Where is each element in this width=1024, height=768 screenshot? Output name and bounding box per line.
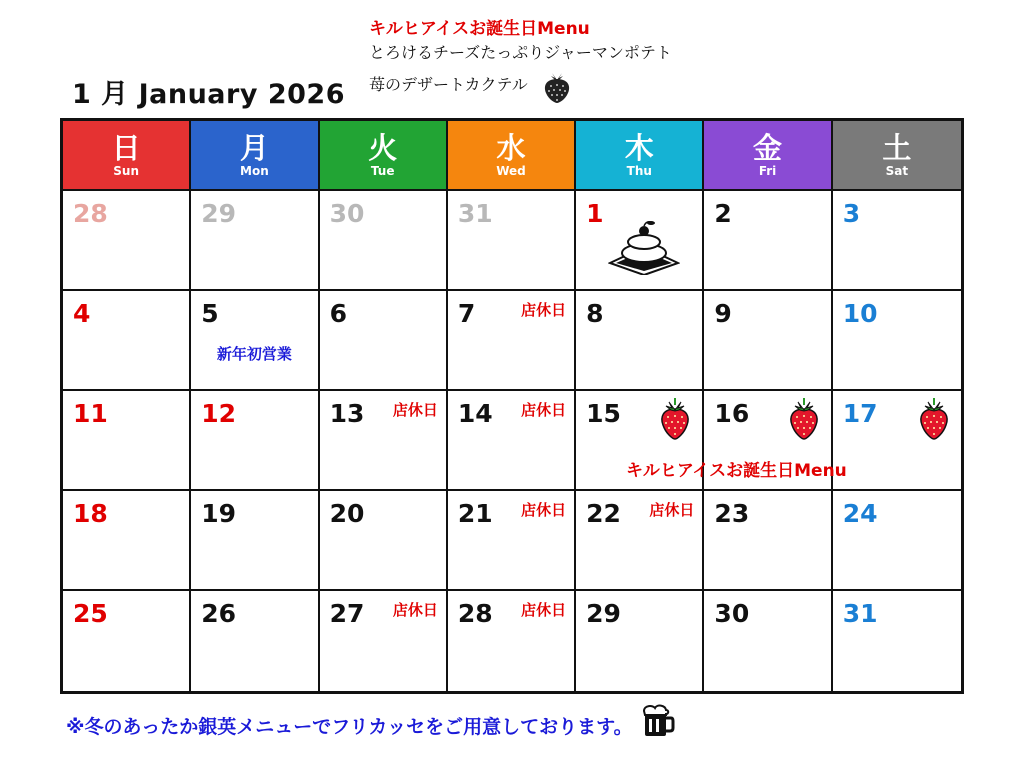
day-cell [191,391,319,491]
day-number: 29 [201,199,237,228]
day-cell [320,191,448,291]
day-cell [448,591,576,691]
strawberry-icon [917,397,951,441]
day-number: 31 [457,199,493,228]
weekday-english: Fri [758,164,777,178]
day-number: 16 [714,399,750,428]
day-number: 6 [329,299,347,328]
day-number: 12 [201,399,237,428]
day-number: 23 [714,499,750,528]
birthday-menu-block [369,18,769,104]
weekday-english: Sat [885,164,909,178]
day-number: 30 [714,599,750,628]
day-number: 7 [457,299,476,328]
weekday-kanji: 土 [882,131,912,165]
weekday-kanji: 月 [239,131,269,165]
weekday-kanji: 日 [111,131,141,165]
day-cell [320,391,448,491]
closed-day-label: 店休日 [392,601,438,619]
closed-day-label: 店休日 [521,601,567,619]
day-cell [63,191,191,291]
weekday-kanji: 木 [624,131,654,165]
footer-notice [66,712,675,739]
day-cell [833,491,961,591]
day-cell [63,391,191,491]
day-number: 29 [586,599,621,628]
weekday-header [448,121,576,191]
calendar-title: 1 月 January 2026 [72,79,345,110]
day-cell [576,191,704,291]
day-number: 8 [586,299,604,328]
closed-day-label: 店休日 [392,401,438,419]
day-number: 10 [842,299,878,328]
day-cell [63,291,191,391]
strawberry-icon [542,70,572,104]
strawberry-icon [658,397,692,441]
weekday-header [833,121,961,191]
weekday-kanji: 水 [496,131,526,165]
birthday-menu-note: キルヒアイスお誕生日Menu [626,461,847,481]
day-number: 11 [73,399,108,428]
weekday-kanji: 金 [753,131,783,165]
day-number: 26 [201,599,237,628]
closed-day-label: 店休日 [521,301,567,319]
day-number: 13 [329,399,365,428]
day-number: 22 [586,499,621,528]
day-cell [448,191,576,291]
day-cell [576,491,704,591]
day-number: 18 [73,499,108,528]
day-cell [448,391,576,491]
footer-text: ※冬のあったか銀英メニューでフリカッセをご用意しております。 [66,716,633,738]
day-number: 21 [457,499,493,528]
day-number: 4 [73,299,91,328]
day-cell [576,591,704,691]
weekday-header [63,121,191,191]
weekday-english: Sun [113,164,139,178]
day-number: 1 [586,199,604,228]
weekday-kanji: 火 [368,131,398,165]
day-cell [63,491,191,591]
day-cell [576,291,704,391]
day-number: 31 [842,599,878,628]
day-number: 5 [201,299,219,328]
strawberry-icon [787,397,821,441]
day-number: 25 [73,599,108,628]
menu-item-dessert: 苺のデザートカクテル [369,75,528,94]
menu-item-potato: とろけるチーズたっぷりジャーマンポテト [369,43,672,62]
day-note: 新年初営業 [216,345,292,363]
closed-day-label: 店休日 [521,501,567,519]
day-cell [320,291,448,391]
weekday-english: Tue [370,164,395,178]
weekday-english: Mon [240,164,269,178]
day-cell [191,191,319,291]
day-cell [833,591,961,691]
weekday-header [576,121,704,191]
day-number: 14 [457,399,493,428]
weekday-english: Thu [626,164,652,178]
closed-day-label: 店休日 [649,501,695,519]
kagami-mochi-icon [608,211,680,275]
day-cell [191,591,319,691]
day-cell [833,291,961,391]
day-cell [704,491,832,591]
day-number: 2 [714,199,732,228]
day-number: 28 [457,599,493,628]
day-number: 24 [842,499,878,528]
weekday-header [191,121,319,191]
day-number: 3 [842,199,861,228]
calendar-grid [60,118,964,694]
day-number: 28 [73,199,108,228]
day-number: 9 [714,299,732,328]
day-number: 30 [329,199,365,228]
day-cell [833,191,961,291]
day-cell [833,391,961,491]
day-cell [63,591,191,691]
day-cell [191,291,319,391]
closed-day-label: 店休日 [521,401,567,419]
day-cell [704,591,832,691]
day-cell [191,491,319,591]
beer-mug-icon [639,703,675,739]
day-number: 19 [201,499,237,528]
day-cell [320,491,448,591]
day-cell [320,591,448,691]
day-number: 17 [842,399,878,428]
weekday-header [320,121,448,191]
day-number: 15 [586,399,621,428]
day-number: 27 [329,599,365,628]
menu-item-dessert-row [369,66,769,104]
day-cell [448,491,576,591]
weekday-header [704,121,832,191]
weekday-english: Wed [496,164,526,178]
birthday-menu-title: キルヒアイスお誕生日Menu [369,19,590,39]
day-cell [704,291,832,391]
day-cell [448,291,576,391]
day-number: 20 [329,499,365,528]
day-cell [704,191,832,291]
